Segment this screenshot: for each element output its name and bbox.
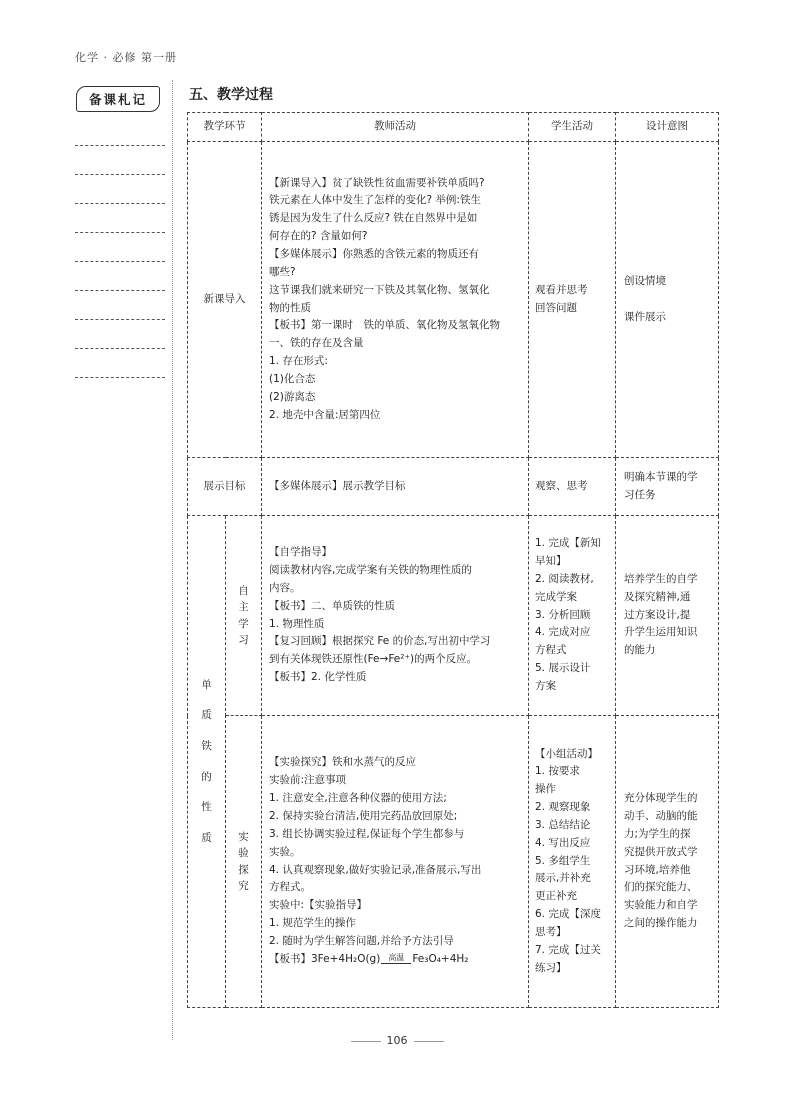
note-line [75,174,165,175]
lesson-notes-logo: 备课札记 [76,86,160,112]
col-header-intent: 设计意图 [616,113,719,142]
page-number: 106 [0,1034,794,1047]
note-line [75,145,165,146]
sub-stage-cell: 实 验 探 究 [226,716,262,1008]
margin-divider [172,80,173,1040]
table-row-intro [188,142,719,458]
teacher-activity-cell: 【自学指导】 阅读教材内容,完成学案有关铁的物理性质的 内容。 【板书】二、单质铁的性质 1. 物理性质 【复习回顾】根据探究 Fe 的价态,写出初中学习 到有关体现铁还原性(Fe→Fe²⁺)的两个反应。 【板书】2. 化学性质 [262,516,529,716]
col-header-teacher: 教师活动 [262,113,529,142]
note-line [75,319,165,320]
design-intent-cell: 创设情境 课件展示 [616,142,719,458]
design-intent-cell: 充分体现学生的 动手、动脑的能 力;为学生的探 究提供开放式学 习环境,培养他 们的探究能力、 实验能力和自学 之间的操作能力 [616,716,719,1008]
student-activity-cell: 1. 完成【新知 早知】 2. 阅读教材, 完成学案 3. 分析回顾 4. 完成对应 方程式 5. 展示设计 方案 [529,516,616,716]
page-header: 化学 · 必修 第一册 [75,51,177,64]
design-intent-cell: 培养学生的自学 及探究精神,通 过方案设计,提 升学生运用知识 的能力 [616,516,719,716]
stage-cell: 新课导入 [188,142,262,458]
note-line [75,232,165,233]
student-activity-cell: 观察、思考 [529,458,616,516]
sub-stage-cell: 自 主 学 习 [226,516,262,716]
teacher-activity-cell: 【多媒体展示】展示教学目标 [262,458,529,516]
note-line [75,203,165,204]
table-row-self-study [188,516,719,716]
note-line [75,377,165,378]
table-header-row [188,113,719,142]
teacher-activity-cell: 【新课导入】贫了缺铁性贫血需要补铁单质吗? 铁元素在人体中发生了怎样的变化? 举例:铁生 锈是因为发生了什么反应? 铁在自然界中是如 何存在的? 含量如何? 【多媒体展示】你熟悉的含铁元素的物质还有 哪些? 这节课我们就来研究一下铁及其氧化物、氢氧化 物的性质 【板书】第一课时 铁的单质、氧化物及氢氧化物 一、铁的存在及含量 1. 存在形式: (1)化合态 (2)游离态 2. 地壳中含量:居第四位 [262,142,529,458]
table-row-goals [188,458,719,516]
stage-cell: 展示目标 [188,458,262,516]
note-line [75,290,165,291]
student-activity-cell: 观看并思考 回答问题 [529,142,616,458]
design-intent-cell: 明确本节课的学 习任务 [616,458,719,516]
teacher-activity-cell: 【实验探究】铁和水蒸气的反应 实验前:注意事项 1. 注意安全,注意各种仪器的使用方法; 2. 保持实验台清洁,使用完药品放回原处; 3. 组长协调实验过程,保证每个学生都参与 实验。 4. 认真观察现象,做好实验记录,准备展示,写出 方程式。 实验中:【实验指导】 1. 规范学生的操作 2. 随时为学生解答问题,并给予方法引导 【板书】3Fe+4H₂O(g) 高温 Fe₃O₄+4H₂ [262,716,529,1008]
student-activity-cell: 【小组活动】 1. 按要求 操作 2. 观察现象 3. 总结结论 4. 写出反应 5. 多组学生 展示,并补充 更正补充 6. 完成【深度 思考】 7. 完成【过关 练习】 [529,716,616,1008]
col-header-stage: 教学环节 [188,113,262,142]
big-stage-cell: 单 质 铁 的 性 质 [188,516,226,1008]
reaction-equation: 【板书】3Fe+4H₂O(g) 高温 Fe₃O₄+4H₂ [269,952,469,965]
col-header-student: 学生活动 [529,113,616,142]
teaching-process-table [187,112,719,1008]
section-title: 五、教学过程 [189,87,273,103]
note-line [75,261,165,262]
note-line [75,348,165,349]
table-row-experiment [188,716,719,1008]
